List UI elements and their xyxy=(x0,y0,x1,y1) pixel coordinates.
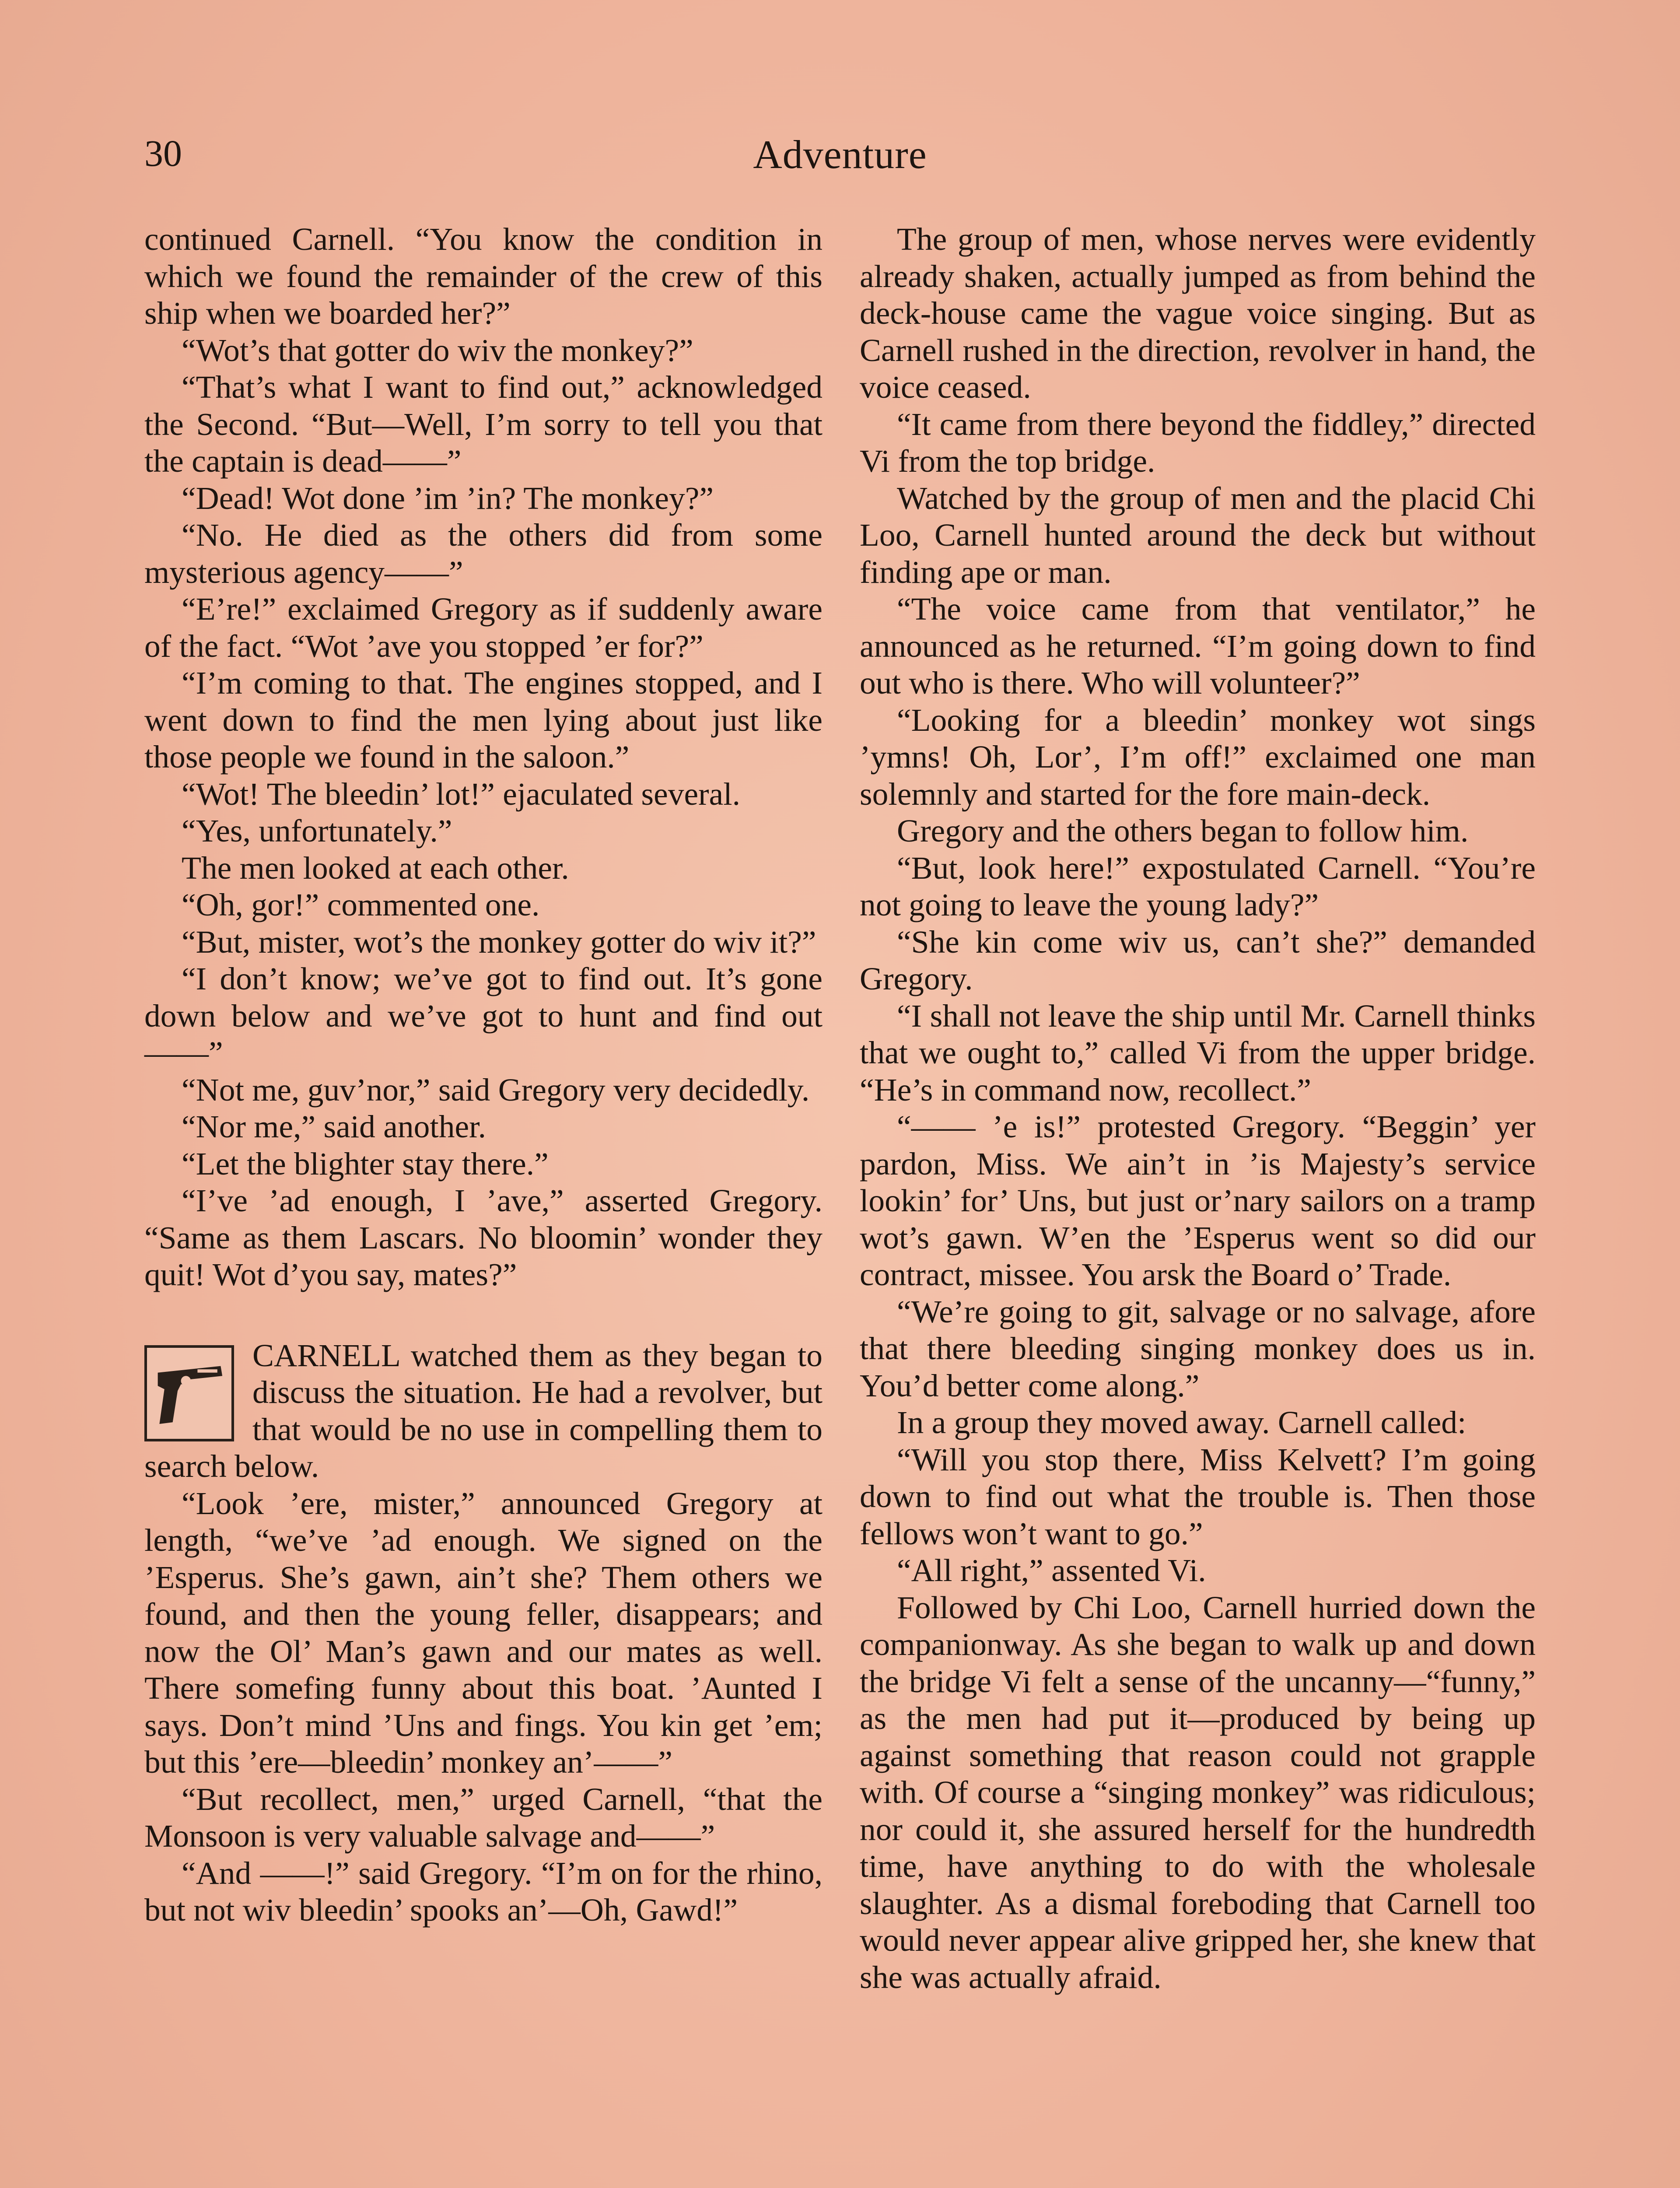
paragraph: “Oh, gor!” commented one. xyxy=(182,887,540,922)
paragraph: “Wot! The bleedin’ lot!” ejaculated several. xyxy=(182,776,740,812)
paragraph: “It came from there beyond the fiddley,” directed Vi from the top bridge. xyxy=(860,406,1536,479)
paragraph: “But recollect, men,” urged Carnell, “that the Monsoon is very valuable salvage and——” xyxy=(144,1781,822,1854)
paragraph: “Looking for a bleedin’ monkey wot sings ’ymns! Oh, Lor’, I’m off!” exclaimed one man solemnly and started for the fore main-deck. xyxy=(860,702,1536,812)
paragraph: “Nor me,” said another. xyxy=(182,1109,486,1144)
paragraph: “—— ’e is!” protested Gregory. “Beggin’ yer pardon, Miss. We ain’t in ’is Majesty’s service lookin’ for’ Uns, but just or’nary sailors on a tramp wot’s gawn. W’en the ’Esperus went so did our contract, missee. You arsk the Board o’ Trade. xyxy=(860,1109,1536,1292)
paragraph: Gregory and the others began to follow him. xyxy=(897,813,1469,849)
paragraph: “I don’t know; we’ve got to find out. It’s gone down below and we’ve got to hunt and find out——” xyxy=(144,961,822,1070)
paragraph: “And ——!” said Gregory. “I’m on for the rhino, but not wiv bleedin’ spooks an’—Oh, Gawd!” xyxy=(144,1855,822,1928)
revolver-icon xyxy=(144,1345,234,1441)
paragraph: Watched by the group of men and the placid Chi Loo, Carnell hunted around the deck but without finding ape or man. xyxy=(860,480,1536,590)
paragraph: “E’re!” exclaimed Gregory as if suddenly aware of the fact. “Wot ’ave you stopped ’er for?” xyxy=(144,591,822,664)
paragraph: The men looked at each other. xyxy=(182,850,569,886)
paragraph: “I’m coming to that. The engines stopped, and I went down to find the men lying about just like those people we found in the saloon.” xyxy=(144,665,822,775)
paragraph: “I shall not leave the ship until Mr. Carnell thinks that we ought to,” called Vi from the upper bridge. “He’s in command now, recollect.” xyxy=(860,998,1536,1108)
right-column xyxy=(860,221,1536,1996)
paragraph: “The voice came from that ventilator,” he announced as he returned. “I’m going down to find out who is there. Who will volunteer?” xyxy=(860,591,1536,701)
left-column xyxy=(144,221,822,1929)
paragraph: “Not me, guv’nor,” said Gregory very decidedly. xyxy=(182,1072,810,1108)
paragraph: “We’re going to git, salvage or no salvage, afore that there bleeding singing monkey does us in. You’d better come along.” xyxy=(860,1294,1536,1403)
paragraph: “Look ’ere, mister,” announced Gregory at length, “we’ve ’ad enough. We signed on the ’Esperus. She’s gawn, ain’t she? Them others we found, and then the young feller, disappears; and now the Ol’ Man’s gawn and our mates as well. There somefing funny about this boat. ’Aunted I says. Don’t mind ’Uns and fings. You kin get ’em; but this ’ere—bleedin’ monkey an’——” xyxy=(144,1485,822,1780)
paragraph: “Will you stop there, Miss Kelvett? I’m going down to find out what the trouble is. Then those fellows won’t want to go.” xyxy=(860,1441,1536,1551)
paragraph: In a group they moved away. Carnell called: xyxy=(897,1405,1466,1440)
paragraph: “But, look here!” expostulated Carnell. “You’re not going to leave the young lady?” xyxy=(860,850,1536,922)
paragraph: “Wot’s that gotter do wiv the monkey?” xyxy=(182,332,693,368)
paragraph: continued Carnell. “You know the condition in which we found the remainder of the crew of this ship when we boarded her?” xyxy=(144,221,822,331)
paragraph: “I’ve ’ad enough, I ’ave,” asserted Gregory. “Same as them Lascars. No bloomin’ wonder they quit! Wot d’you say, mates?” xyxy=(144,1183,822,1292)
paragraph: “Let the blighter stay there.” xyxy=(182,1146,549,1182)
paragraph: “Yes, unfortunately.” xyxy=(182,813,452,849)
paragraph: “But, mister, wot’s the monkey gotter do wiv it?” xyxy=(182,924,816,960)
paragraph: “All right,” assented Vi. xyxy=(897,1553,1206,1588)
paragraph: “No. He died as the others did from some mysterious agency——” xyxy=(144,517,822,590)
paragraph: “She kin come wiv us, can’t she?” demanded Gregory. xyxy=(860,924,1536,996)
paragraph: “That’s what I want to find out,” acknowledged the Second. “But—Well, I’m sorry to tell you that the captain is dead——” xyxy=(144,369,822,479)
page-number: 30 xyxy=(144,132,182,174)
section-opening xyxy=(144,1337,822,1485)
section-gap xyxy=(144,1294,822,1337)
paragraph: The group of men, whose nerves were evidently already shaken, actually jumped as from behind the deck-house came the vague voice singing. But as Carnell rushed in the direction, revolver in hand, the voice ceased. xyxy=(860,221,1536,405)
paragraph: “Dead! Wot done ’im ’in? The monkey?” xyxy=(182,480,714,516)
running-title: Adventure xyxy=(753,132,927,177)
section-first-paragraph: CARNELL watched them as they began to discuss the situation. He had a revolver, but that would be no use in compelling them to search below. xyxy=(144,1337,822,1484)
paragraph: Followed by Chi Loo, Carnell hurried down the companionway. As she began to walk up and down the bridge Vi felt a sense of the uncanny—“funny,” as the men had put it—produced by being up against something that reason could not grapple with. Of course a “singing monkey” was ridiculous; nor could it, she assured herself for the hundredth time, have anything to do with the wholesale slaughter. As a dismal foreboding that Carnell too would never appear alive gripped her, she knew that she was actually afraid. xyxy=(860,1589,1536,1995)
